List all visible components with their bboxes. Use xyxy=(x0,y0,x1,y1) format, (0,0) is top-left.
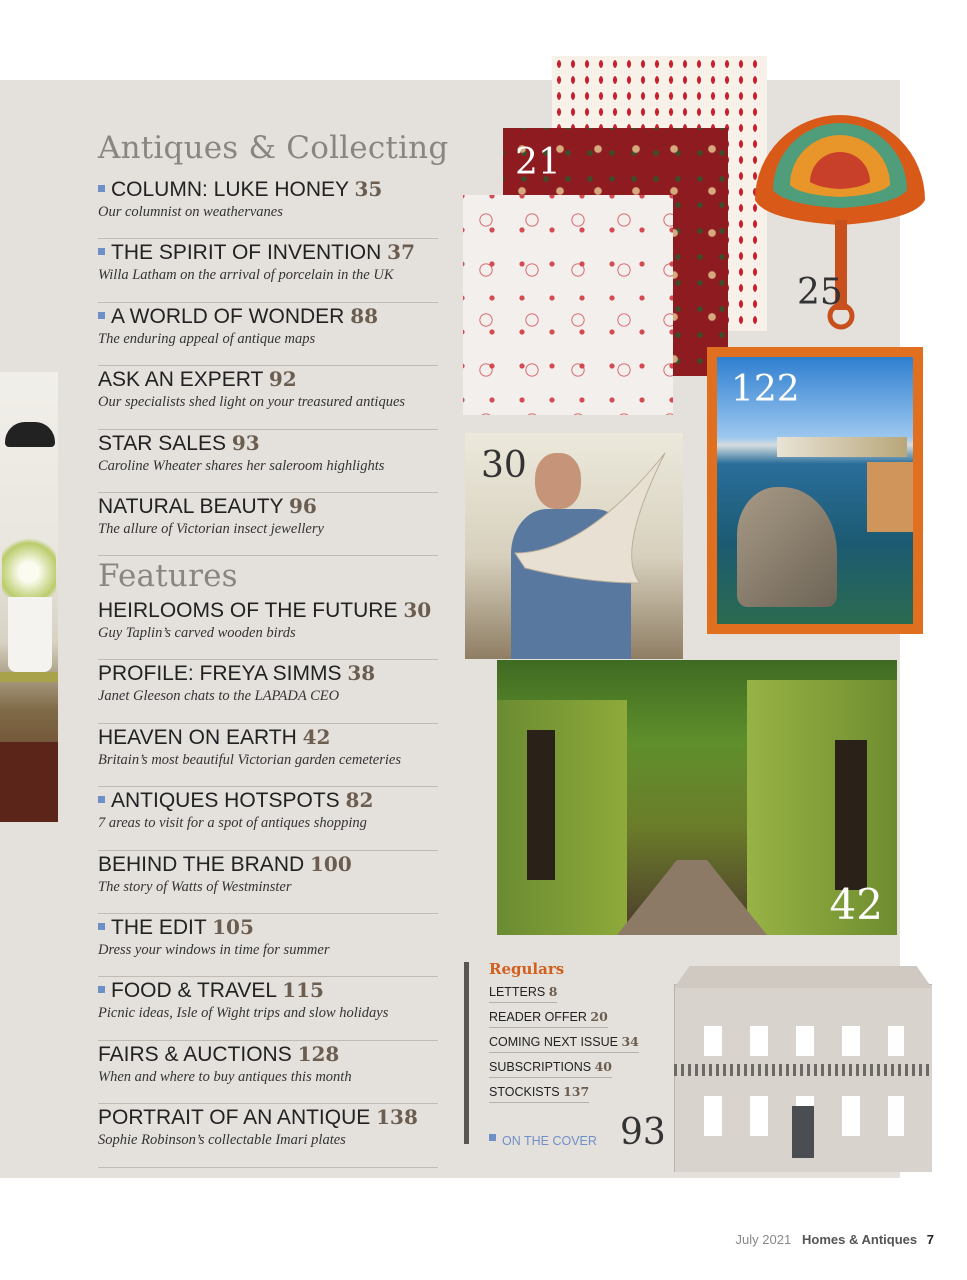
toc-item-heading xyxy=(98,597,431,624)
toc-item-heading xyxy=(98,303,378,330)
toc-item-page: 100 xyxy=(310,851,352,876)
toc-item-page: 115 xyxy=(282,978,324,1003)
toc-item-description: Sophie Robinson’s collectable Imari plates xyxy=(98,1132,346,1149)
regulars-item-page: 8 xyxy=(548,984,558,999)
toc-item-page: 30 xyxy=(403,598,432,622)
photo-page-number-21: 21 xyxy=(515,142,561,183)
section-title-antiques: Antiques & Collecting xyxy=(98,130,449,166)
regulars-item[interactable] xyxy=(489,984,557,1003)
toc-item-title: THE SPIRIT OF INVENTION xyxy=(111,241,382,265)
toc-item[interactable] xyxy=(98,1041,438,1104)
interior-photo xyxy=(0,372,58,822)
toc-item-title: HEIRLOOMS OF THE FUTURE xyxy=(98,599,398,622)
toc-item-page: 35 xyxy=(354,177,383,201)
toc-item[interactable] xyxy=(98,724,438,787)
toc-item-title: FAIRS & AUCTIONS xyxy=(98,1042,292,1066)
toc-item-page: 82 xyxy=(345,788,374,813)
toc-item[interactable] xyxy=(98,914,438,977)
toc-item-description: Caroline Wheater shares her saleroom highlights xyxy=(98,457,385,474)
regulars-title: Regulars xyxy=(489,960,565,978)
on-cover-bullet-icon xyxy=(98,923,105,930)
page-footer xyxy=(736,1232,934,1247)
toc-item[interactable] xyxy=(98,660,438,723)
toc-item-description: Dress your windows in time for summer xyxy=(98,941,330,958)
on-cover-bullet-icon xyxy=(98,796,105,803)
toc-item-heading xyxy=(98,660,375,687)
photo-page-number-122: 122 xyxy=(731,369,800,410)
footer-date: July 2021 xyxy=(735,1232,792,1247)
toc-item-heading xyxy=(98,977,324,1004)
toc-item[interactable] xyxy=(98,787,438,850)
toc-item-description: Janet Gleeson chats to the LAPADA CEO xyxy=(98,688,340,705)
on-cover-bullet-icon xyxy=(98,986,105,993)
toc-item-title: THE EDIT xyxy=(111,915,207,939)
toc-item-heading xyxy=(98,493,317,520)
regulars-item[interactable] xyxy=(489,1034,639,1053)
regulars-item-label: STOCKISTS xyxy=(489,1085,560,1099)
on-cover-bullet-icon xyxy=(98,248,105,255)
toc-item-title: A WORLD OF WONDER xyxy=(111,304,345,328)
footer-page-number: 7 xyxy=(926,1232,934,1247)
cemetery-photo xyxy=(497,660,897,935)
toc-item-heading xyxy=(98,724,330,751)
toc-item-title: NATURAL BEAUTY xyxy=(98,494,284,518)
toc-item-page: 88 xyxy=(350,303,379,328)
toc-item-heading xyxy=(98,176,382,203)
toc-item-heading xyxy=(98,1041,339,1068)
dolls-house-photo xyxy=(674,966,932,1172)
toc-item-page: 37 xyxy=(387,240,415,265)
bird-carver-photo xyxy=(465,433,683,659)
toc-item-description: The enduring appeal of antique maps xyxy=(98,330,316,347)
toc-item-title: HEAVEN ON EARTH xyxy=(98,725,297,749)
toc-item[interactable] xyxy=(98,977,438,1040)
regulars-item-page: 40 xyxy=(594,1059,612,1074)
toc-item-description: 7 areas to visit for a spot of antiques shopping xyxy=(98,815,367,832)
antiques-list xyxy=(98,176,438,556)
toc-item-description: The story of Watts of Westminster xyxy=(98,878,292,895)
regulars-item[interactable] xyxy=(489,1009,608,1028)
regulars-item-label: READER OFFER xyxy=(489,1010,587,1024)
toc-item[interactable] xyxy=(98,430,438,493)
regulars-item-label: LETTERS xyxy=(489,985,546,999)
toc-item-title: BEHIND THE BRAND xyxy=(98,852,305,876)
toc-item[interactable] xyxy=(98,1104,438,1167)
toc-item-title: PROFILE: FREYA SIMMS xyxy=(98,662,342,686)
toc-item-heading xyxy=(98,851,352,878)
photo-page-number-30: 30 xyxy=(481,445,527,486)
toc-item-heading xyxy=(98,787,373,814)
regulars-item[interactable] xyxy=(489,1084,589,1103)
regulars-item[interactable] xyxy=(489,1059,612,1078)
regulars-item-label: COMING NEXT ISSUE xyxy=(489,1035,618,1049)
toc-item-description: Willa Latham on the arrival of porcelain in the UK xyxy=(98,267,394,284)
on-the-cover-key: ON THE COVER xyxy=(489,1134,597,1148)
photo-page-number-42: 42 xyxy=(829,880,883,929)
toc-item-heading xyxy=(98,239,415,266)
toc-item-page: 92 xyxy=(268,367,297,392)
toc-item-title: COLUMN: LUKE HONEY xyxy=(111,178,349,201)
toc-item-page: 128 xyxy=(297,1041,340,1066)
toc-item-heading xyxy=(98,1104,418,1131)
regulars-item-page: 34 xyxy=(621,1034,639,1049)
toc-item-description: When and where to buy antiques this month xyxy=(98,1068,352,1085)
toc-item-page: 138 xyxy=(376,1105,418,1130)
toc-item[interactable] xyxy=(98,851,438,914)
toc-item-description: Our specialists shed light on your treasured antiques xyxy=(98,394,406,411)
toc-item-page: 38 xyxy=(347,661,376,686)
regulars-box xyxy=(464,960,639,1148)
toc-item-heading xyxy=(98,914,254,941)
toc-item-title: PORTRAIT OF AN ANTIQUE xyxy=(98,1106,371,1130)
on-cover-bullet-icon xyxy=(98,312,105,319)
toc-item-title: ASK AN EXPERT xyxy=(98,368,263,392)
toc-item[interactable] xyxy=(98,239,438,302)
toc-item[interactable] xyxy=(98,493,438,556)
toc-item-description: Guy Taplin’s carved wooden birds xyxy=(98,625,296,641)
toc-item[interactable] xyxy=(98,366,438,429)
photo-page-number-25: 25 xyxy=(797,272,843,313)
regulars-item-page: 137 xyxy=(563,1084,590,1099)
toc-item-heading xyxy=(98,430,260,457)
toc-item-title: ANTIQUES HOTSPOTS xyxy=(111,789,340,813)
toc-item-page: 93 xyxy=(231,430,260,455)
regulars-item-page: 20 xyxy=(590,1009,608,1024)
toc-item-title: FOOD & TRAVEL xyxy=(111,979,277,1003)
toc-item-heading xyxy=(98,366,297,393)
toc-item[interactable] xyxy=(98,303,438,366)
toc-item-page: 42 xyxy=(302,724,331,749)
features-list xyxy=(98,597,438,1168)
toc-item[interactable] xyxy=(98,597,438,660)
cover-bullet-icon xyxy=(489,1134,496,1141)
toc-item-description: Picnic ideas, Isle of Wight trips and slow holidays xyxy=(98,1005,389,1022)
footer-magazine-name: Homes & Antiques xyxy=(802,1232,918,1247)
photo-page-number-93: 93 xyxy=(620,1112,666,1153)
toc-item-title: STAR SALES xyxy=(98,431,226,455)
coastline-photo xyxy=(707,347,923,634)
on-cover-bullet-icon xyxy=(98,185,105,192)
toc-item-description: Our columnist on weathervanes xyxy=(98,204,283,220)
section-title-features: Features xyxy=(98,558,238,594)
toc-item-page: 105 xyxy=(212,914,254,939)
toc-item-description: Britain’s most beautiful Victorian garden cemeteries xyxy=(98,751,401,768)
toc-item-page: 96 xyxy=(289,493,317,518)
regulars-item-label: SUBSCRIPTIONS xyxy=(489,1060,592,1074)
toc-item[interactable] xyxy=(98,176,438,239)
toc-item-description: The allure of Victorian insect jewellery xyxy=(98,520,324,537)
toile-fabric xyxy=(463,195,673,415)
